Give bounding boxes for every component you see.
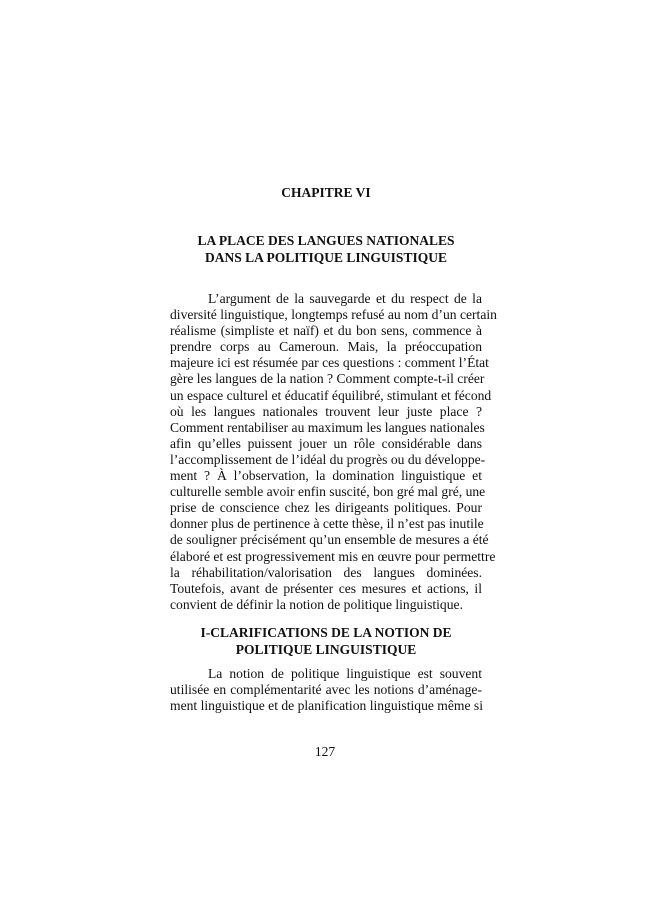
page-number: 127 xyxy=(314,744,336,759)
text-line: ment linguistique et de planification linguistique même si xyxy=(170,698,483,714)
text-line: prendre corps au Cameroun. Mais, la préoccupation xyxy=(170,339,482,355)
text-line: ment ? À l’observation, la domination linguistique et xyxy=(170,468,482,484)
section-heading-line: I-CLARIFICATIONS DE LA NOTION DE xyxy=(200,625,452,640)
text-line: Comment rentabiliser au maximum les langues nationales xyxy=(170,419,485,435)
text-line: l’accomplissement de l’idéal du progrès ou du développe- xyxy=(170,451,486,467)
text-line: où les langues nationales trouvent leur juste place ? xyxy=(170,403,482,419)
text-line: élaboré et est progressivement mis en œuvre pour permettre xyxy=(170,548,496,564)
chapter-title xyxy=(170,232,482,266)
text-line: La notion de politique linguistique est souvent xyxy=(208,666,482,681)
chapter-title-line: LA PLACE DES LANGUES NATIONALES xyxy=(197,233,455,248)
section-heading xyxy=(170,624,482,658)
section-heading-line: POLITIQUE LINGUISTIQUE xyxy=(235,642,417,657)
text-line: de souligner précisément qu’un ensemble de mesures a été xyxy=(170,532,489,548)
section-paragraph xyxy=(170,666,482,714)
text-line: culturelle semble avoir enfin suscité, bon gré mal gré, une xyxy=(170,484,486,500)
text-line: majeure ici est résumée par ces questions : comment l’État xyxy=(170,355,489,371)
text-line: afin qu’elles puissent jouer un rôle considérable dans xyxy=(170,435,482,451)
text-line: convient de définir la notion de politique linguistique. xyxy=(170,596,463,612)
intro-paragraph xyxy=(170,291,497,613)
text-line: réalisme (simpliste et naïf) et du bon sens, commence à xyxy=(170,323,482,339)
text-line: donner plus de pertinence à cette thèse, il n’est pas inutile xyxy=(170,516,484,532)
text-line: un espace culturel et éducatif équilibré, stimulant et fécond xyxy=(170,387,492,403)
text-line: gère les langues de la nation ? Comment compte-t-il créer xyxy=(170,371,485,387)
text-line: Toutefois, avant de présenter ces mesures et actions, il xyxy=(170,580,482,596)
text-line: diversité linguistique, longtemps refusé au nom d’un certain xyxy=(170,307,497,323)
text-line: utilisée en complémentarité avec les notions d’aménage- xyxy=(170,682,482,698)
text-line: la réhabilitation/valorisation des langues dominées. xyxy=(170,564,482,580)
text-line: L’argument de la sauvegarde et du respect de la xyxy=(208,291,482,306)
chapter-title-line: DANS LA POLITIQUE LINGUISTIQUE xyxy=(205,250,447,265)
chapter-label: CHAPITRE VI xyxy=(281,185,371,200)
text-line: prise de conscience chez les dirigeants politiques. Pour xyxy=(170,500,482,516)
